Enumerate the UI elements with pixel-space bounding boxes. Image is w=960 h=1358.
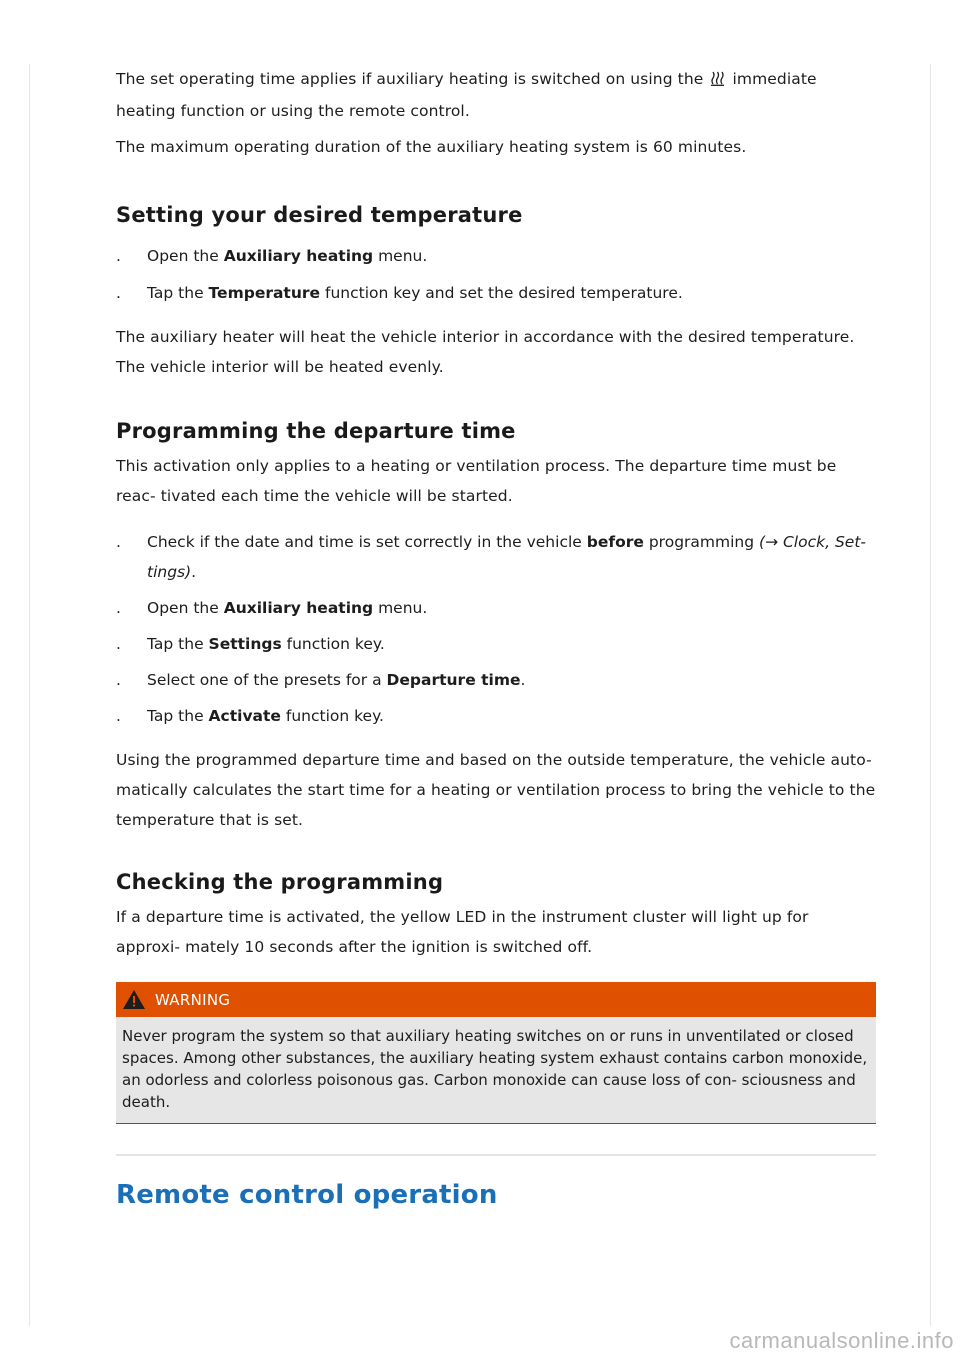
- departure-intro: This activation only applies to a heating or ventilation process. The departure time must be reac- tivated each time the vehicle will be started.: [116, 457, 837, 505]
- heading-remote-control: Remote control operation: [116, 1180, 498, 1210]
- list-item: . Tap the Temperature function key and set the desired temperature.: [116, 284, 683, 302]
- checking-text: If a departure time is activated, the yellow LED in the instrument cluster will light up for approxi- mately 10 seconds after the ignition is switched off.: [116, 908, 809, 956]
- warning-box: [116, 982, 876, 1124]
- heading-temperature: Setting your desired temperature: [116, 203, 523, 227]
- warning-title: WARNING: [155, 990, 231, 1009]
- intro-paragraph: The set operating time applies if auxiliary heating is switched on using the immediate heating function or using the remote control.: [116, 64, 876, 126]
- cross-reference-link[interactable]: (→ Clock, Set- tings): [147, 533, 866, 581]
- list-item: . Check if the date and time is set correctly in the vehicle before programming (→ Clock, Set- tings).: [116, 533, 866, 581]
- manual-page: [116, 64, 876, 1210]
- page-border-right: [930, 64, 931, 1326]
- list-item: . Tap the Activate function key.: [116, 707, 384, 725]
- heading-checking: Checking the programming: [116, 870, 444, 894]
- list-item: . Select one of the presets for a Departure time.: [116, 671, 526, 689]
- heading-departure: Programming the departure time: [116, 419, 516, 443]
- max-duration-text: The maximum operating duration of the auxiliary heating system is 60 minutes.: [116, 138, 747, 156]
- warning-header: [116, 982, 876, 1017]
- temperature-note: The auxiliary heater will heat the vehicle interior in accordance with the desired temperature. The vehicle interior will be heated evenly.: [116, 328, 855, 376]
- list-item: . Open the Auxiliary heating menu.: [116, 247, 428, 265]
- list-item: . Tap the Settings function key.: [116, 635, 385, 653]
- watermark: carmanualsonline.info: [729, 1328, 954, 1353]
- departure-note: Using the programmed departure time and based on the outside temperature, the vehicle auto- matically calculates the start time for a heating or ventilation process to bring the vehicle to the temperature that is set.: [116, 751, 876, 829]
- section-divider: [116, 1154, 876, 1156]
- warning-triangle-icon: [122, 989, 146, 1010]
- warning-text: Never program the system so that auxiliary heating switches on or runs in unventilated or closed spaces. Among other substances, the auxiliary heating system exhaust contains carbon monoxide, an odorless and colorless poisonous gas. Carbon monoxide can cause loss of con- sciousness and death.: [116, 1017, 876, 1123]
- immediate-heating-icon: [711, 66, 724, 96]
- list-item: . Open the Auxiliary heating menu.: [116, 599, 428, 617]
- page-border-left: [29, 64, 30, 1326]
